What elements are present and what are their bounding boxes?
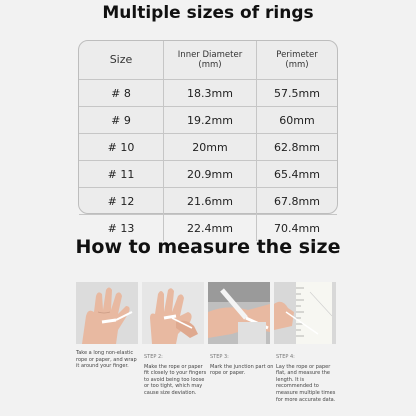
page-title: Multiple sizes of rings — [102, 3, 314, 23]
step-4-caption — [276, 354, 340, 403]
step-1-text: Take a long non-elastic rope or paper, and wrap it around your finger. — [76, 350, 137, 370]
cell-inner-diameter: 18.3mm — [164, 80, 257, 107]
ring-size-table — [78, 40, 338, 235]
step-3-caption — [210, 354, 274, 377]
step-1-caption — [76, 350, 140, 370]
header-perimeter: Perimeter (mm) — [257, 41, 338, 80]
table-row — [79, 134, 337, 161]
table-row — [79, 188, 337, 215]
cell-inner-diameter: 19.2mm — [164, 107, 257, 134]
cell-perimeter: 67.8mm — [257, 188, 338, 215]
table-row — [79, 161, 337, 188]
step-3-photo — [208, 282, 270, 344]
step-2-text: Make the rope or paper fit closely to your fingers to avoid being too loose or too tight, which may cause size deviation. — [144, 363, 207, 396]
cell-perimeter: 65.4mm — [257, 161, 338, 188]
cell-perimeter: 60mm — [257, 107, 338, 134]
cell-perimeter: 70.4mm — [274, 221, 320, 235]
cell-perimeter: 57.5mm — [257, 80, 338, 107]
cell-size: # 11 — [79, 161, 164, 188]
cell-size: # 12 — [79, 188, 164, 215]
cell-inner-diameter: 21.6mm — [164, 188, 257, 215]
table-row — [79, 107, 337, 134]
step-4-photo — [274, 282, 336, 344]
step-4-text: Lay the rope or paper flat, and measure the length. It is recommended to measure multiple times for more accurate data. — [276, 363, 336, 403]
step-1-photo — [76, 282, 138, 344]
measure-steps — [76, 350, 340, 416]
step-2-photo — [142, 282, 204, 344]
cell-inner-diameter: 20mm — [164, 134, 257, 161]
cell-perimeter: 62.8mm — [257, 134, 338, 161]
step-2-label: STEP 2: — [144, 354, 163, 360]
measure-title: How to measure the size — [75, 236, 341, 258]
cell-inner-diameter: 20.9mm — [164, 161, 257, 188]
cell-size: # 10 — [79, 134, 164, 161]
cell-size: # 9 — [79, 107, 164, 134]
table-header-row — [79, 41, 337, 80]
step-3-text: Mark the junction part on rope or paper. — [210, 363, 274, 377]
step-3-label: STEP 3: — [210, 354, 229, 360]
header-inner-diameter: Inner Diameter (mm) — [164, 41, 257, 80]
cell-inner-diameter: 22.4mm — [164, 215, 257, 242]
table-row — [79, 80, 337, 107]
cell-size: # 8 — [79, 80, 164, 107]
step-4-label: STEP 4: — [276, 354, 295, 360]
cell-size: # 13 — [79, 215, 164, 242]
header-size: Size — [79, 41, 164, 80]
step-2-caption — [144, 354, 208, 397]
measure-photos — [76, 282, 336, 344]
